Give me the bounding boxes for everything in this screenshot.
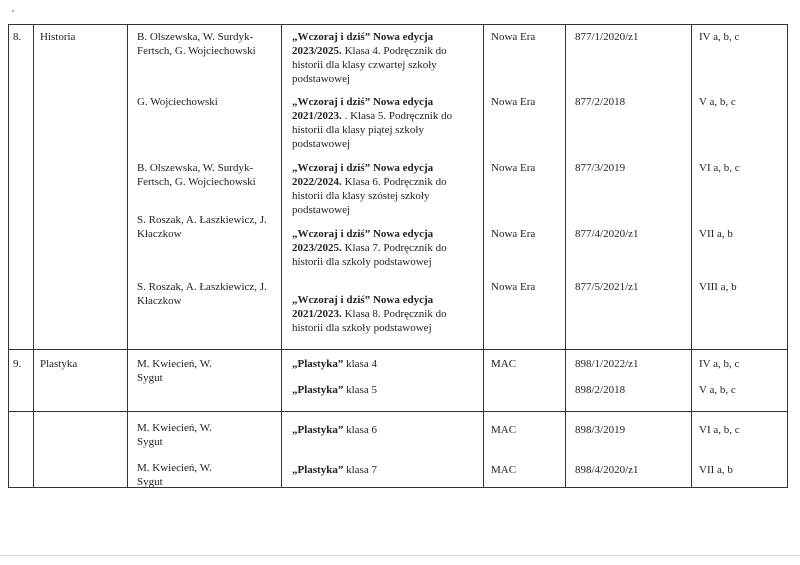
- authors: M. Kwiecień, W. Sygut: [137, 358, 212, 384]
- book-title-bold: „Plastyka”: [292, 384, 344, 396]
- publisher: Nowa Era: [491, 31, 536, 43]
- book-title-rest: klasa 5: [343, 384, 377, 396]
- class-list: VI a, b, c: [699, 162, 740, 174]
- book-title: [292, 293, 478, 335]
- book-title-rest: Klasa 6. Podręcznik do historii dla klasy szóstej szkoły podstawowej: [292, 176, 447, 216]
- approval-number: 877/1/2020/z1: [575, 31, 639, 43]
- publisher: Nowa Era: [491, 96, 536, 108]
- page-edge: [0, 555, 800, 556]
- book-title-bold: „Plastyka”: [292, 358, 344, 370]
- approval-number: 898/2/2018: [575, 384, 626, 396]
- row-divider: [9, 349, 787, 350]
- class-list: IV a, b, c: [699, 31, 740, 43]
- book-title-rest: klasa 4: [343, 358, 377, 370]
- approval-number: 898/3/2019: [575, 424, 626, 436]
- book-title-rest: klasa 6: [343, 424, 377, 436]
- book-title-bold: „Wczoraj i dziś” Nowa edycja 2021/2023.: [292, 96, 434, 122]
- book-title-bold: „Wczoraj i dziś” Nowa edycja 2023/2025.: [292, 31, 434, 57]
- authors: M. Kwiecień, W. Sygut: [137, 462, 212, 488]
- book-title-bold: „Plastyka”: [292, 424, 344, 436]
- book-title: [292, 227, 478, 269]
- book-title-bold: „Wczoraj i dziś” Nowa edycja 2022/2024.: [292, 162, 434, 188]
- textbook-table: [8, 24, 788, 488]
- book-title-rest: Klasa 4. Podręcznik do historii dla klasy czwartej szkoły podstawowej: [292, 45, 447, 85]
- approval-number: 877/3/2019: [575, 162, 626, 174]
- row-number: 8.: [13, 31, 22, 43]
- class-list: V a, b, c: [699, 96, 736, 108]
- column-divider: [33, 25, 34, 487]
- scan-speck: [12, 10, 14, 12]
- subject-name: Plastyka: [40, 358, 78, 370]
- subject-name: Historia: [40, 31, 76, 43]
- authors: G. Wojciechowski: [137, 96, 218, 108]
- authors: B. Olszewska, W. Surdyk-Fertsch, G. Wojciechowski: [137, 162, 256, 188]
- row-divider: [9, 411, 787, 412]
- column-divider: [483, 25, 484, 487]
- column-divider: [127, 25, 128, 487]
- book-title: [292, 357, 478, 371]
- book-title: [292, 463, 478, 477]
- class-list: VII a, b: [699, 464, 733, 476]
- class-list: IV a, b, c: [699, 358, 740, 370]
- class-list: VII a, b: [699, 228, 733, 240]
- column-divider: [281, 25, 282, 487]
- approval-number: 898/1/2022/z1: [575, 358, 639, 370]
- publisher: MAC: [491, 358, 517, 370]
- approval-number: 877/5/2021/z1: [575, 281, 639, 293]
- book-title: [292, 161, 478, 217]
- column-divider: [691, 25, 692, 487]
- class-list: V a, b, c: [699, 384, 736, 396]
- publisher: MAC: [491, 464, 517, 476]
- book-title-rest: Klasa 7. Podręcznik do historii dla szkoły podstawowej: [292, 242, 447, 268]
- approval-number: 877/2/2018: [575, 96, 626, 108]
- publisher: Nowa Era: [491, 281, 536, 293]
- book-title: [292, 383, 478, 397]
- publisher: Nowa Era: [491, 162, 536, 174]
- class-list: VIII a, b: [699, 281, 737, 293]
- book-title-rest: klasa 7: [343, 464, 377, 476]
- approval-number: 877/4/2020/z1: [575, 228, 639, 240]
- class-list: VI a, b, c: [699, 424, 740, 436]
- publisher: Nowa Era: [491, 228, 536, 240]
- authors: M. Kwiecień, W. Sygut: [137, 422, 212, 448]
- book-title: [292, 423, 478, 437]
- approval-number: 898/4/2020/z1: [575, 464, 639, 476]
- authors: S. Roszak, A. Łaszkiewicz, J. Kłaczkow: [137, 214, 267, 240]
- publisher: MAC: [491, 424, 517, 436]
- book-title-bold: „Wczoraj i dziś” Nowa edycja 2023/2025.: [292, 228, 434, 254]
- book-title: [292, 95, 478, 151]
- authors: B. Olszewska, W. Surdyk-Fertsch, G. Wojciechowski: [137, 31, 256, 57]
- book-title-bold: „Wczoraj i dziś” Nowa edycja 2021/2023.: [292, 294, 434, 320]
- book-title: [292, 30, 478, 86]
- column-divider: [565, 25, 566, 487]
- authors: S. Roszak, A. Łaszkiewicz, J. Kłaczkow: [137, 281, 267, 307]
- book-title-rest: Klasa 8. Podręcznik do historii dla szkoły podstawowej: [292, 308, 447, 334]
- book-title-rest: . Klasa 5. Podręcznik do historii dla klasy piątej szkoły podstawowej: [292, 110, 453, 150]
- book-title-bold: „Plastyka”: [292, 464, 344, 476]
- row-number: 9.: [13, 358, 22, 370]
